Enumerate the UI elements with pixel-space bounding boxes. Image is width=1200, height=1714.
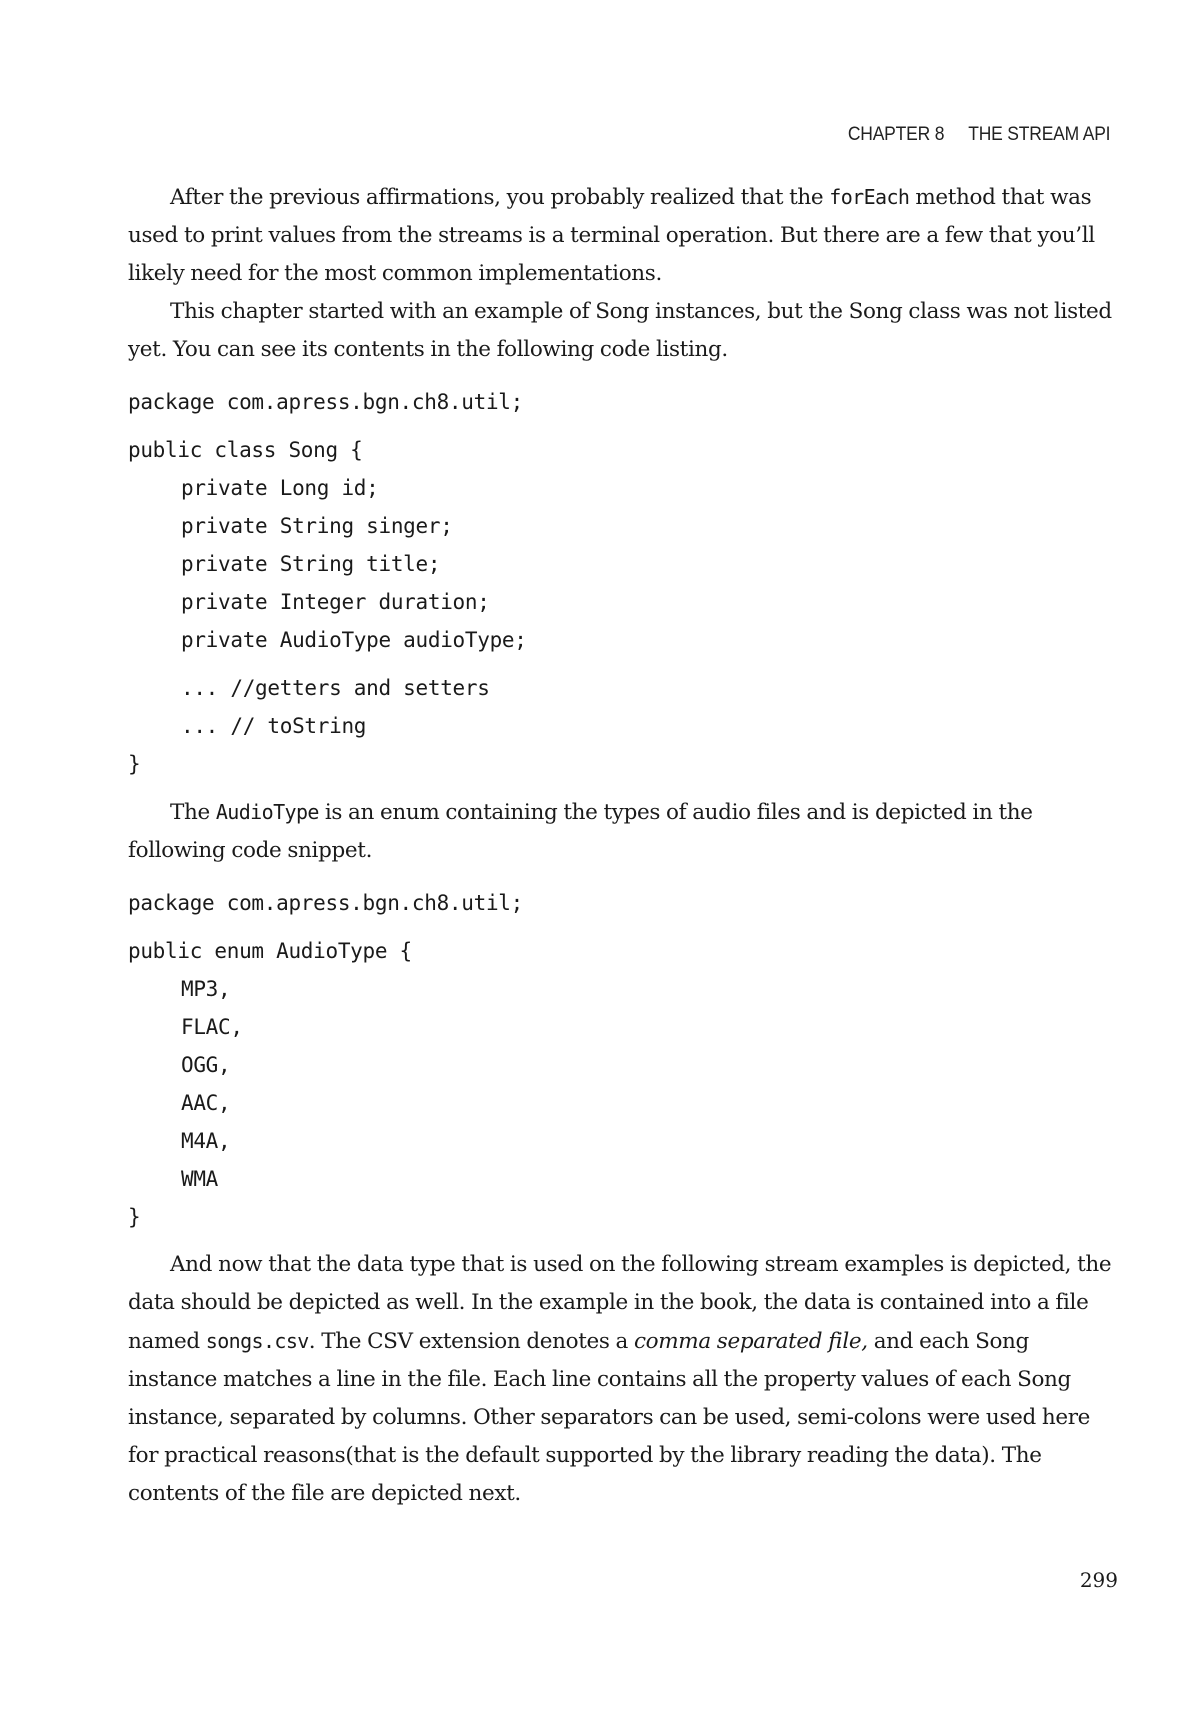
code-comment: ... // toString: [181, 714, 367, 738]
running-header: [847, 124, 1110, 146]
inline-code-songs-csv: songs.csv: [205, 1329, 309, 1353]
code-enum-value: M4A,: [181, 1129, 231, 1153]
page-number: 299: [1079, 1568, 1118, 1592]
paragraph-audiotype-intro: The AudioType is an enum containing the types of audio files and is depicted in the following code snippet.: [128, 800, 1033, 863]
code-enum-value: WMA: [181, 1167, 219, 1191]
code-field: private Integer duration;: [181, 590, 490, 614]
code-listing-audiotype: [128, 884, 1118, 1236]
inline-code-audiotype: AudioType: [215, 800, 319, 824]
paragraph-song-intro: This chapter started with an example of Song instances, but the Song class was not listed yet. You can see its contents in the following code listing.: [128, 299, 1112, 362]
code-enum-declaration: public enum AudioType {: [128, 939, 412, 963]
paragraph-csv-data: And now that the data type that is used on the following stream examples is depicted, the data should be depicted as well. In the example in the book, the data is contained into a file named songs.csv. The CSV extension denotes a comma separated file, and each Song instance matches a line in the file. Each line contains all the property values of each Song instance, separated by columns. Other separators can be used, semi-colons were used here for practical reasons(that is the default supported by the library reading the data). The contents of the file are depicted next.: [128, 1252, 1112, 1506]
chapter-label: CHAPTER 8: [847, 124, 944, 145]
inline-code-foreach: forEach: [829, 185, 910, 209]
code-enum-value: FLAC,: [181, 1015, 243, 1039]
code-field: private String singer;: [181, 514, 453, 538]
code-field: private Long id;: [181, 476, 379, 500]
code-package-line: package com.apress.bgn.ch8.util;: [128, 390, 523, 414]
paragraph-terminal-operations: After the previous affirmations, you probably realized that the forEach method that was used to print values from the streams is a terminal operation. But there are a few that you’ll likely need for the most common implementations.: [128, 185, 1095, 286]
code-enum-value: AAC,: [181, 1091, 231, 1115]
code-closing-brace: }: [128, 1205, 141, 1229]
code-enum-value: MP3,: [181, 977, 231, 1001]
code-package-line: package com.apress.bgn.ch8.util;: [128, 891, 523, 915]
chapter-title: THE STREAM API: [967, 124, 1110, 145]
code-enum-value: OGG,: [181, 1053, 231, 1077]
code-closing-brace: }: [128, 752, 141, 776]
code-class-declaration: public class Song {: [128, 438, 363, 462]
code-comment: ... //getters and setters: [181, 676, 490, 700]
code-listing-song: [128, 383, 1118, 783]
code-field: private AudioType audioType;: [181, 628, 527, 652]
emphasis-comma-separated: comma separated file,: [633, 1329, 868, 1354]
page-content: [128, 178, 1118, 1513]
code-field: private String title;: [181, 552, 441, 576]
